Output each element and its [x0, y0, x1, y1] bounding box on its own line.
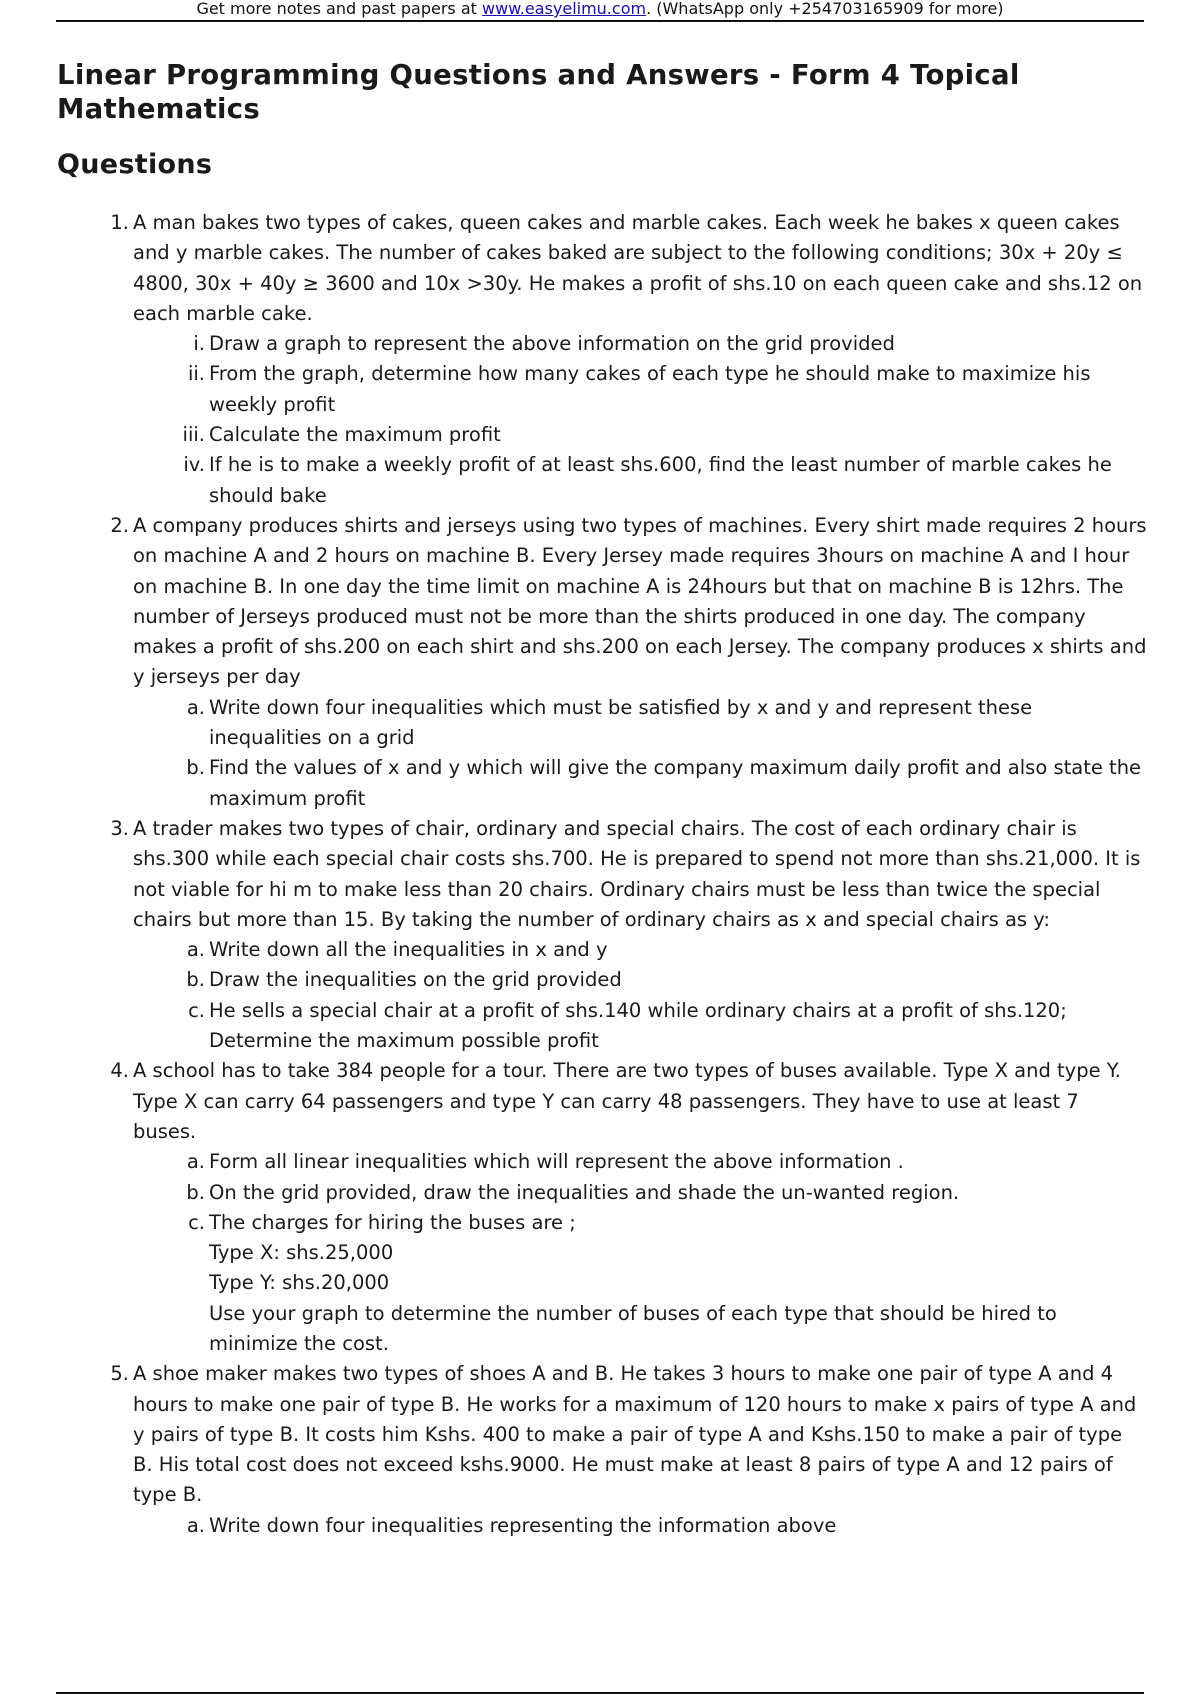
- sub-question-text: Find the values of x and y which will give the company maximum daily profit and also state the maximum profit: [209, 756, 1142, 810]
- question-text: A company produces shirts and jerseys using two types of machines. Every shirt made requires 2 hours on machine A and 2 hours on machine B. Every Jersey made requires 3hours on machine A and I hour on machine B. In one day the time limit on machine A is 24hours but that on machine B is 12hrs. The number of Jerseys produced must not be more than the shirts produced in one day. The company makes a profit of shs.200 on each shirt and shs.200 on each Jersey. The company produces x shirts and y jerseys per day: [133, 513, 1147, 689]
- sub-question-label: c.: [188, 1210, 205, 1234]
- document-title: Linear Programming Questions and Answers - Form 4 Topical Mathematics: [57, 59, 1020, 125]
- question-item: [57, 1056, 1147, 1359]
- sub-question: [133, 753, 1147, 814]
- section-heading: Questions: [57, 149, 213, 180]
- sub-question-label: i.: [193, 332, 205, 356]
- sub-question-line: The charges for hiring the buses are ;: [209, 1210, 576, 1234]
- sub-question: [133, 1208, 1147, 1359]
- sub-question-label: iii.: [182, 423, 205, 447]
- sub-question: [133, 965, 1147, 995]
- sub-question: [133, 359, 1147, 420]
- document-body: [57, 58, 1147, 1541]
- question-item: [57, 1359, 1147, 1541]
- sub-question-line: Type X: shs.25,000: [209, 1241, 394, 1265]
- sub-question-list: [133, 1147, 1147, 1359]
- sub-question: [133, 450, 1147, 511]
- sub-question-label: c.: [188, 998, 205, 1022]
- question-number: 3.: [110, 816, 129, 840]
- sub-question-text: Calculate the maximum profit: [209, 423, 501, 447]
- sub-question-list: [133, 693, 1147, 814]
- question-list: [57, 208, 1147, 1541]
- question-number: 1.: [110, 211, 129, 234]
- sub-question-label: b.: [186, 968, 205, 992]
- sub-question-text: Draw the inequalities on the grid provided: [209, 968, 622, 992]
- sub-question-text: Form all linear inequalities which will represent the above information .: [209, 1150, 904, 1174]
- sub-question-label: iv.: [183, 453, 205, 477]
- sub-question-text: Write down all the inequalities in x and y: [209, 938, 608, 962]
- sub-question-text: Draw a graph to represent the above information on the grid provided: [209, 332, 895, 356]
- question-item: [57, 208, 1147, 511]
- sub-question-text: He sells a special chair at a profit of shs.140 while ordinary chairs at a profit of shs.120; Determine the maximum possible profit: [209, 998, 1067, 1053]
- sub-question: [133, 420, 1147, 450]
- question-item: [57, 814, 1147, 1056]
- sub-question-label: a.: [186, 695, 205, 719]
- sub-question: [133, 1147, 1147, 1177]
- sub-question: [133, 996, 1147, 1057]
- sub-question-text: From the graph, determine how many cakes of each type he should make to maximize his weekly profit: [209, 362, 1091, 416]
- sub-question-list: [133, 329, 1147, 511]
- sub-question-text: Write down four inequalities representing the information above: [209, 1513, 837, 1537]
- page-header: [56, 0, 1144, 22]
- sub-question-text: On the grid provided, draw the inequalities and shade the un-wanted region.: [209, 1180, 960, 1204]
- sub-question-text: Write down four inequalities which must be satisfied by x and y and represent these inequalities on a grid: [209, 695, 1033, 750]
- sub-question-label: ii.: [187, 362, 205, 386]
- sub-question-text: If he is to make a weekly profit of at least shs.600, find the least number of marble cakes he should bake: [209, 453, 1112, 507]
- sub-question-label: a.: [186, 1513, 205, 1537]
- question-number: 4.: [110, 1059, 129, 1083]
- sub-question-line: Use your graph to determine the number of buses of each type that should be hired to minimize the cost.: [209, 1301, 1057, 1355]
- question-text: A trader makes two types of chair, ordinary and special chairs. The cost of each ordinary chair is shs.300 while each special chair costs shs.700. He is prepared to spend not more than shs.21,000. It is not viable for hi m to make less than 20 chairs. Ordinary chairs must be less than twice the special chairs but more than 15. By taking the number of ordinary chairs as x and special chairs as y:: [133, 816, 1141, 931]
- question-item: [57, 511, 1147, 814]
- question-text: A school has to take 384 people for a tour. There are two types of buses available. Type X and type Y. Type X can carry 64 passengers and type Y can carry 48 passengers. They have to use at least 7 buses.: [133, 1059, 1121, 1143]
- sub-question: [133, 935, 1147, 965]
- sub-question: [133, 693, 1147, 754]
- sub-question-list: [133, 1511, 1147, 1541]
- question-number: 5.: [110, 1362, 129, 1386]
- sub-question-list: [133, 935, 1147, 1056]
- header-prefix: Get more notes and past papers at: [196, 0, 483, 18]
- sub-question-label: b.: [186, 1180, 205, 1204]
- question-number: 2.: [110, 513, 129, 537]
- website-link[interactable]: www.easyelimu.com: [482, 0, 647, 18]
- sub-question-label: a.: [186, 1150, 205, 1174]
- sub-question: [133, 1511, 1147, 1541]
- sub-question-label: b.: [186, 756, 205, 780]
- sub-question-label: a.: [186, 938, 205, 962]
- header-suffix: . (WhatsApp only +254703165909 for more): [646, 0, 1004, 18]
- question-text: A shoe maker makes two types of shoes A and B. He takes 3 hours to make one pair of type A and 4 hours to make one pair of type B. He works for a maximum of 120 hours to make x pairs of type A and y pairs of type B. It costs him Kshs. 400 to make a pair of type A and Kshs.150 to make a pair of type B. His total cost does not exceed kshs.9000. He must make at least 8 pairs of type A and 12 pairs of type B.: [133, 1362, 1137, 1507]
- question-text: A man bakes two types of cakes, queen cakes and marble cakes. Each week he bakes x queen cakes and y marble cakes. The number of cakes baked are subject to the following conditions; 30x + 20y ≤ 4800, 30x + 40y ≥ 3600 and 10x >30y. He makes a profit of shs.10 on each queen cake and shs.12 on each marble cake.: [133, 211, 1143, 325]
- sub-question: [133, 329, 1147, 359]
- sub-question-line: Type Y: shs.20,000: [209, 1271, 390, 1295]
- footer-divider: [56, 1692, 1144, 1694]
- sub-question: [133, 1178, 1147, 1208]
